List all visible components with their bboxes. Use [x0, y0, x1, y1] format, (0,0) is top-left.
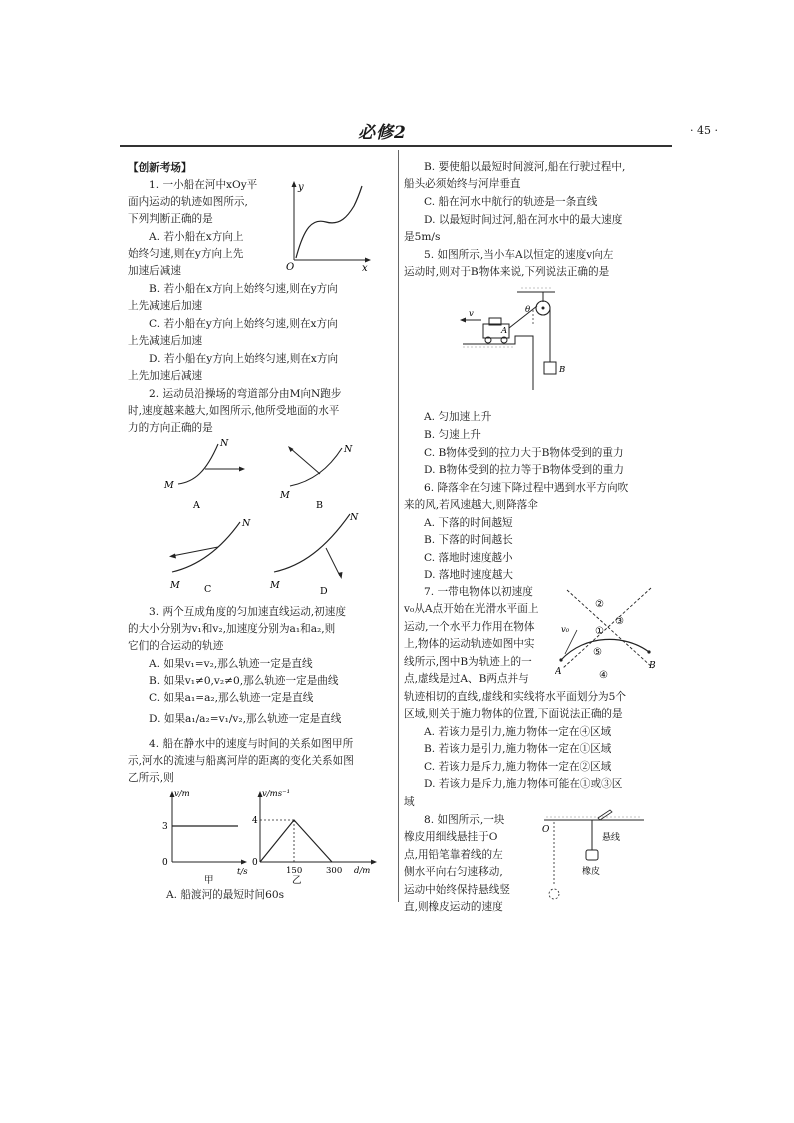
q6-option-b: B. 下落的时间越长: [424, 534, 513, 546]
region-5: ⑤: [593, 647, 602, 658]
dashed-eraser: [549, 889, 559, 899]
x-arrow-icon: [365, 258, 371, 263]
q1-option-a: A. 若小船在x方向上: [149, 231, 244, 243]
q8-line: 8. 如图所示,一块: [424, 814, 505, 826]
q4-line: 示,河水的流速与船离河岸的距离的变化关系如图: [128, 755, 354, 767]
block-b-icon: [544, 362, 556, 374]
x-label: x: [362, 263, 368, 272]
q1-line: 上先加速后减速: [128, 370, 203, 382]
q7-line: 7. 一带电物体以初速度: [424, 586, 533, 598]
y-arrow-icon: [292, 181, 297, 187]
q4-option-c: C. 船在河水中航行的轨迹是一条直线: [424, 196, 598, 208]
pencil-icon: [598, 810, 612, 820]
label-eraser: 橡皮: [582, 867, 601, 877]
q1-trajectory-figure: [282, 178, 374, 272]
q8-line: 点,用铅笔靠着线的左: [404, 849, 503, 861]
q1-line: 面内运动的轨迹如图所示,: [128, 196, 248, 208]
force-arrow-d: [326, 548, 340, 576]
q1-line: 始终匀速,则在y方向上先: [128, 248, 244, 260]
q8-line: 橡皮用细线悬挂于O: [404, 831, 498, 843]
y-label: y: [298, 182, 304, 193]
q5-option-c: C. B物体受到的拉力大于B物体受到的重力: [424, 447, 624, 459]
yi-velocity-line: [260, 820, 332, 862]
region-4: ④: [599, 670, 608, 681]
label-v0: v₀: [561, 625, 570, 635]
q8-line: 侧水平向右匀速移动,: [404, 866, 503, 878]
label-m-a: M: [164, 480, 174, 491]
q5-option-b: B. 匀速上升: [424, 429, 481, 441]
label-a: A: [501, 326, 508, 336]
q4-option-a: A. 船渡河的最短时间60s: [166, 889, 285, 901]
label-n-c: N: [242, 518, 251, 529]
q6-option-c: C. 落地时速度越小: [424, 552, 513, 564]
q3-option-b: B. 如果v₁≠0,v₂≠0,那么轨迹一定是曲线: [149, 675, 339, 687]
q7-option-a: A. 若该力是引力,施力物体一定在④区域: [424, 726, 612, 738]
curve-a: [178, 444, 218, 484]
q4-line: 4. 船在静水中的速度与时间的关系如图甲所: [149, 738, 354, 750]
q4-line: 乙所示,则: [128, 772, 174, 784]
q7-option-b: B. 若该力是引力,施力物体一定在①区域: [424, 743, 612, 755]
q2-line: 时,速度越来越大,如图所示,他所受地面的水平: [128, 405, 340, 417]
q7-line: 轨迹相切的直线,虚线和实线将水平面划分为5个: [404, 691, 626, 703]
label-b: B: [649, 661, 656, 671]
curve-b: [290, 448, 342, 486]
caption-d: D: [320, 586, 328, 597]
section-title: 【创新考场】: [128, 162, 192, 174]
q6-option-a: A. 下落的时间越短: [424, 517, 513, 529]
yi-x-label: d/m: [354, 866, 371, 876]
label-v: v: [469, 309, 474, 319]
q8-line: 运动中始终保持悬线竖: [404, 884, 510, 896]
label-theta: θ: [525, 305, 531, 315]
q2-options-figure: [150, 432, 380, 602]
q1-option-d: D. 若小船在y方向上始终匀速,则在x方向: [149, 353, 339, 365]
label-m-b: M: [280, 490, 290, 501]
caption-c: C: [204, 584, 212, 595]
jia-tick-0: 0: [162, 858, 168, 868]
label-o: O: [542, 825, 550, 835]
q7-option-d: D. 若该力是斥力,施力物体可能在①或③区: [424, 778, 623, 790]
yi-y-label: v/ms⁻¹: [262, 789, 290, 799]
q3-line: 的大小分别为v₁和v₂,加速度分别为a₁和a₂,则: [128, 623, 336, 635]
q4-graphs-figure: [152, 786, 392, 886]
force-arrow-c: [172, 547, 218, 556]
trajectory-curve: [296, 186, 362, 258]
caption-a: A: [193, 500, 200, 511]
jia-x-arrow-icon: [241, 860, 247, 865]
caption-b: B: [316, 500, 323, 511]
q5-line: 5. 如图所示,当小车A以恒定的速度v向左: [424, 249, 614, 261]
q4-line: 是5m/s: [404, 231, 441, 243]
label-n-a: N: [220, 438, 229, 449]
q2-line: 2. 运动员沿操场的弯道部分由M向N跑步: [149, 388, 342, 400]
q3-line: 3. 两个互成角度的匀加速直线运动,初速度: [149, 606, 346, 618]
header-rule: [120, 145, 672, 147]
yi-tick-150: 150: [286, 866, 303, 876]
q4-option-b: B. 要使船以最短时间渡河,船在行驶过程中,: [424, 161, 626, 173]
yi-x-arrow-icon: [371, 860, 377, 865]
q6-option-d: D. 落地时速度越大: [424, 569, 514, 581]
q6-line: 来的风,若风速越大,则降落伞: [404, 499, 538, 511]
label-m-d: M: [270, 580, 280, 591]
arrowhead-a-icon: [239, 467, 245, 472]
q6-line: 6. 降落伞在匀速下降过程中遇到水平方向吹: [424, 482, 629, 494]
q3-option-a: A. 如果v₁=v₂,那么轨迹一定是直线: [149, 658, 313, 670]
page-number: · 45 ·: [690, 124, 718, 137]
region-2: ②: [595, 599, 604, 610]
header-title: 必修2: [358, 123, 407, 143]
point-a: [559, 658, 562, 661]
eraser-icon: [586, 850, 598, 860]
column-divider: [398, 150, 399, 902]
q1-line: 1. 一小船在河中xOy平: [149, 179, 258, 191]
q1-line: 上先减速后加速: [128, 300, 203, 312]
region-3: ③: [615, 616, 624, 627]
tangent-line-b: [563, 588, 651, 668]
label-a: A: [555, 667, 562, 677]
q7-line: 域: [404, 796, 415, 808]
label-b: B: [559, 365, 566, 375]
origin-label: O: [286, 262, 295, 272]
arrowhead-b-icon: [288, 446, 294, 452]
q1-line: 下列判断正确的是: [128, 213, 213, 225]
q8-eraser-figure: [540, 808, 650, 908]
q3-option-d: D. 如果a₁/a₂=v₁/v₂,那么轨迹一定是直线: [149, 713, 342, 725]
jia-caption: 甲: [204, 875, 214, 886]
q4-line: 船头必须始终与河岸垂直: [404, 178, 521, 190]
q8-line: 直,则橡皮运动的速度: [404, 901, 503, 913]
arrowhead-d-icon: [338, 572, 343, 579]
trajectory-curve: [561, 639, 649, 660]
q1-option-b: B. 若小船在x方向上始终匀速,则在y方向: [149, 283, 338, 295]
jia-tick-3: 3: [162, 822, 168, 832]
q7-regions-figure: [555, 582, 661, 690]
q2-line: 力的方向正确的是: [128, 422, 213, 434]
pulley-axle: [542, 307, 545, 310]
q5-option-d: D. B物体受到的拉力等于B物体受到的重力: [424, 464, 624, 476]
q5-option-a: A. 匀加速上升: [424, 411, 492, 423]
rope-slant: [509, 306, 537, 328]
q7-line: 线所示,图中B为轨迹上的一: [404, 656, 532, 668]
ground-line: [463, 336, 533, 390]
velocity-arrowhead-icon: [460, 318, 466, 323]
q4-option-d: D. 以最短时间过河,船在河水中的最大速度: [424, 214, 623, 226]
point-b: [647, 650, 650, 653]
jia-y-label: v/m: [174, 789, 190, 799]
q7-option-c: C. 若该力是斥力,施力物体一定在②区域: [424, 761, 612, 773]
curve-d: [274, 514, 350, 572]
region-1: ①: [595, 626, 604, 637]
tangent-line-a: [567, 590, 653, 668]
yi-tick-4: 4: [252, 816, 258, 826]
yi-tick-0: 0: [252, 858, 258, 868]
label-n-b: N: [344, 444, 353, 455]
q7-line: 点,虚线是过A、B两点并与: [404, 673, 529, 685]
yi-tick-300: 300: [326, 866, 343, 876]
curve-c: [172, 522, 240, 572]
q3-option-c: C. 如果a₁=a₂,那么轨迹一定是直线: [149, 692, 314, 704]
arrowhead-c-icon: [169, 554, 176, 559]
force-arrow-b: [290, 448, 320, 474]
q7-line: 区域,则关于施力物体的位置,下面说法正确的是: [404, 708, 623, 720]
q5-pulley-figure: [455, 280, 595, 396]
label-n-d: N: [350, 512, 359, 523]
yi-caption: 乙: [292, 875, 302, 886]
label-m-c: M: [170, 580, 180, 591]
q1-option-c: C. 若小船在y方向上始终匀速,则在x方向: [149, 318, 338, 330]
q7-line: v₀从A点开始在光滑水平面上: [404, 603, 539, 615]
q1-line: 上先减速后加速: [128, 335, 203, 347]
q1-line: 加速后减速: [128, 265, 181, 277]
label-thread: 悬线: [602, 833, 621, 843]
q7-line: 运动,一个水平力作用在物体: [404, 621, 535, 633]
jia-x-label: t/s: [237, 867, 248, 877]
q7-line: 上,物体的运动轨迹如图中实: [404, 638, 535, 650]
q5-line: 运动时,则对于B物体来说,下列说法正确的是: [404, 266, 610, 278]
q3-line: 它们的合运动的轨迹: [128, 640, 224, 652]
